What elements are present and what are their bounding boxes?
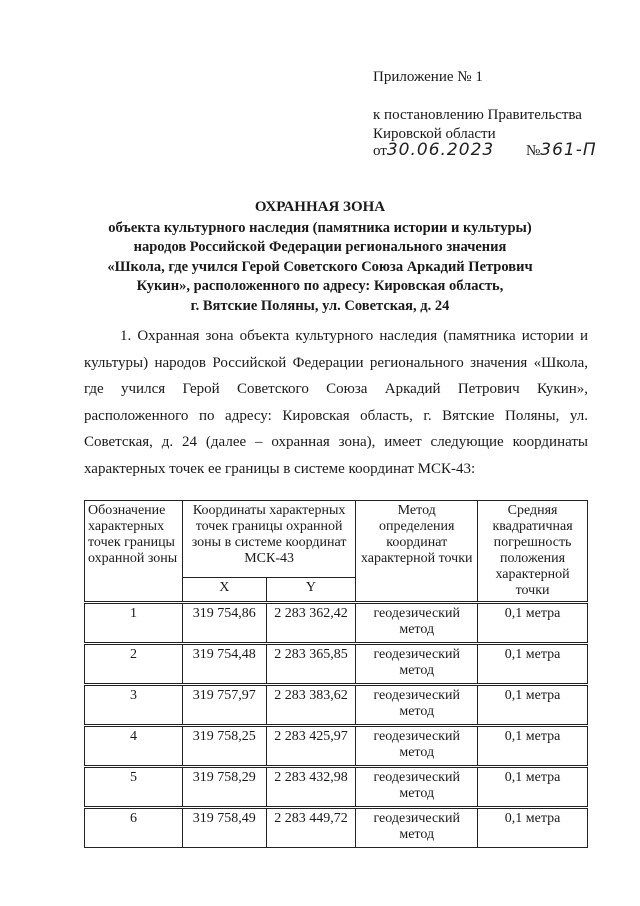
date-number-line (373, 141, 613, 161)
title-line-2: объекта культурного наследия (памятника истории и культуры) (108, 219, 532, 236)
date-prefix: от (373, 143, 387, 159)
title-line-5: Кукин», расположенного по адресу: Кировская область, (136, 278, 504, 294)
header-error: Средняя квадратичная погрешность положения характерной точки (478, 501, 588, 603)
method: геодезический метод (356, 685, 478, 726)
method: геодезический метод (356, 767, 478, 808)
point-number: 3 (85, 685, 183, 726)
y-coordinate: 2 283 425,97 (266, 726, 356, 767)
handwritten-date: 30.06.2023 (386, 140, 495, 160)
error: 0,1 метра (478, 644, 588, 685)
resolution-reference: к постановлению Правительства (373, 107, 582, 123)
handwritten-number: 361-П (540, 140, 597, 160)
header-coordinates: Координаты характерных точек границы охранной зоны в системе координат МСК-43 (182, 501, 355, 578)
table-row (85, 808, 588, 848)
document-title (70, 198, 570, 316)
method: геодезический метод (356, 808, 478, 848)
error: 0,1 метра (478, 726, 588, 767)
point-number: 5 (85, 767, 183, 808)
error: 0,1 метра (478, 808, 588, 848)
title-heading: ОХРАННАЯ ЗОНА (254, 199, 386, 215)
table-row (85, 685, 588, 726)
table-row (85, 726, 588, 767)
y-coordinate: 2 283 362,42 (266, 603, 356, 644)
header-method: Метод определения координат характерной точки (356, 501, 478, 603)
x-coordinate: 319 757,97 (182, 685, 266, 726)
table-row (85, 603, 588, 644)
error: 0,1 метра (478, 603, 588, 644)
x-coordinate: 319 758,25 (182, 726, 266, 767)
x-coordinate: 319 758,29 (182, 767, 266, 808)
x-coordinate: 319 754,48 (182, 644, 266, 685)
method: геодезический метод (356, 603, 478, 644)
y-coordinate: 2 283 449,72 (266, 808, 356, 848)
point-number: 4 (85, 726, 183, 767)
table-row (85, 644, 588, 685)
body-paragraph: 1. Охранная зона объекта культурного наследия (памятника истории и культуры) народов Российской Федерации регионального значения «Школа, где учился Герой Советского Союза Аркадий Петрович Кукин», расположенного по адресу: Кировская область, г. Вятские Поляны, ул. Советская, д. 24 (далее – охранная зона), имеет следующие координаты характерных точек ее границы в системе координат МСК-43: (84, 328, 588, 477)
point-number: 1 (85, 603, 183, 644)
title-line-6: г. Вятские Поляны, ул. Советская, д. 24 (190, 297, 450, 314)
y-coordinate: 2 283 432,98 (266, 767, 356, 808)
title-line-4: «Школа, где учился Герой Советского Союза Аркадий Петрович (107, 258, 533, 275)
error: 0,1 метра (478, 685, 588, 726)
method: геодезический метод (356, 644, 478, 685)
table-row (85, 767, 588, 808)
header-y: Y (266, 578, 356, 603)
coordinates-table (84, 500, 588, 848)
appendix-label: Приложение № 1 (373, 69, 483, 85)
y-coordinate: 2 283 365,85 (266, 644, 356, 685)
title-line-3: народов Российской Федерации регионального значения (133, 239, 507, 255)
header-point: Обозначение характерных точек границы охранной зоны (85, 501, 183, 603)
x-coordinate: 319 758,49 (182, 808, 266, 848)
number-prefix: № (525, 143, 541, 159)
y-coordinate: 2 283 383,62 (266, 685, 356, 726)
method: геодезический метод (356, 726, 478, 767)
error: 0,1 метра (478, 767, 588, 808)
point-number: 2 (85, 644, 183, 685)
region-name: Кировской области (373, 126, 496, 142)
point-number: 6 (85, 808, 183, 848)
header-x: X (182, 578, 266, 603)
x-coordinate: 319 754,86 (182, 603, 266, 644)
